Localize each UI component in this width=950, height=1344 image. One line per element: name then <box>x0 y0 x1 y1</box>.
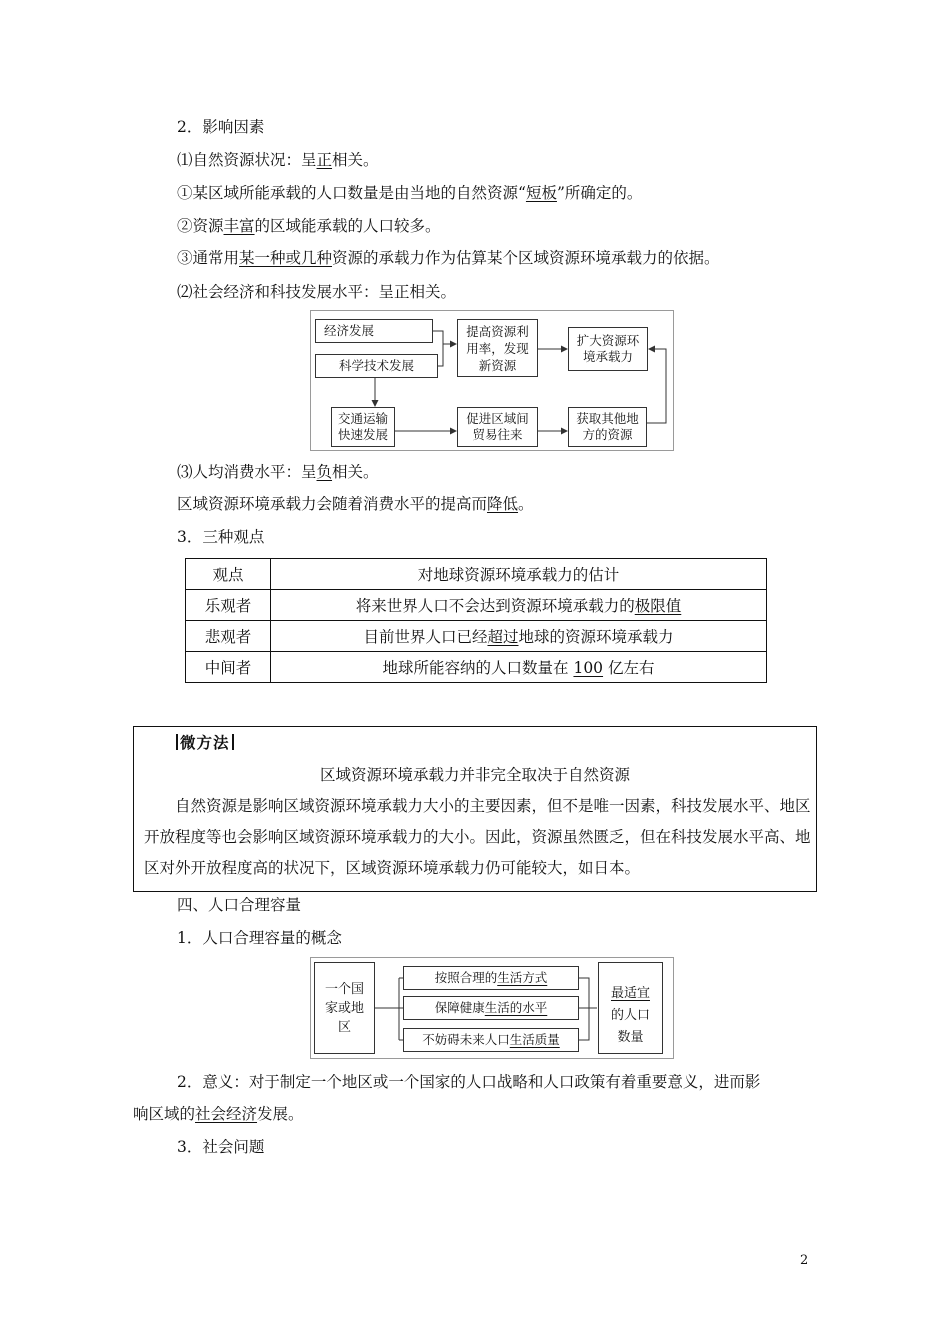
table-row <box>186 590 767 621</box>
significance-line-2: 响区域的社会经济发展。 <box>133 1105 304 1123</box>
economy-tech-line: ⑵社会经济和科技发展水平：呈正相关。 <box>177 283 457 301</box>
improve-box: 提高资源利用率，发现新资源 <box>457 319 538 377</box>
tech-box: 科学技术发展 <box>315 354 438 378</box>
view-cell: 乐观者 <box>186 590 271 621</box>
method-body: 自然资源是影响区域资源环境承载力大小的主要因素，但不是唯一因素，科技发展水平、地区开放程度等也会影响区域资源环境承载力的大小。因此，资源虽然匮乏，但在科技发展水平高、地区对外开放程度高的状况下，区域资源环境承载力仍可能较大，如日本。 <box>144 797 811 877</box>
future-quality-box: 不妨碍未来人口 生活质量 <box>403 1028 579 1052</box>
country-region-box: 一个国家或地区 <box>314 962 375 1054</box>
heading-three-views: 3．三种观点 <box>177 528 265 546</box>
social-issues-heading: 3．社会问题 <box>177 1138 265 1156</box>
carrying-capacity-diagram <box>310 310 674 451</box>
method-title: 区域资源环境承载力并非完全取决于自然资源 <box>319 766 630 784</box>
table-header: 对地球资源环境承载力的估计 <box>271 559 767 590</box>
optimal-population-box: 最适宜的人口数量 <box>598 962 663 1054</box>
micro-method-box <box>133 726 817 892</box>
estimate-cell: 将来世界人口不会达到资源环境承载力的极限值 <box>271 590 767 621</box>
rich-resource-line: ②资源丰富的区域能承载的人口较多。 <box>177 217 441 235</box>
transport-box: 交通运输快速发展 <box>331 407 395 447</box>
table-header: 观点 <box>186 559 271 590</box>
page-number: 2 <box>800 1253 809 1268</box>
concept-heading: 1．人口合理容量的概念 <box>177 929 342 947</box>
view-cell: 中间者 <box>186 652 271 683</box>
table-row <box>186 652 767 683</box>
reasonable-capacity-diagram <box>310 957 674 1059</box>
estimate-cell: 地球所能容纳的人口数量在 100 亿左右 <box>271 652 767 683</box>
obtain-box: 获取其他地方的资源 <box>568 407 647 447</box>
estimate-cell: 目前世界人口已经超过地球的资源环境承载力 <box>271 621 767 652</box>
consumption-effect-line: 区域资源环境承载力会随着消费水平的提高而降低。 <box>177 495 534 513</box>
table-row <box>186 621 767 652</box>
method-tag: 微方法 <box>174 731 236 753</box>
views-table <box>185 558 767 683</box>
significance-line-1: 2．意义：对于制定一个地区或一个国家的人口战略和人口政策有着重要意义，进而影 <box>177 1073 761 1091</box>
short-board-line: ①某区域所能承载的人口数量是由当地的自然资源“短板”所确定的。 <box>177 184 643 202</box>
view-cell: 悲观者 <box>186 621 271 652</box>
heading-reasonable-capacity: 四、人口合理容量 <box>177 896 302 914</box>
trade-box: 促进区域间贸易往来 <box>457 407 538 447</box>
expand-box: 扩大资源环境承载力 <box>568 327 648 371</box>
economy-box: 经济发展 <box>315 319 433 343</box>
health-box: 保障健康 生活的水平 <box>403 996 579 1020</box>
heading-influence-factors: 2．影响因素 <box>177 118 265 136</box>
estimate-basis-line: ③通常用某一种或几种资源的承载力作为估算某个区域资源环境承载力的依据。 <box>177 249 720 267</box>
natural-resource-line: ⑴自然资源状况：呈正相关。 <box>177 151 379 169</box>
consumption-line: ⑶人均消费水平：呈负相关。 <box>177 463 379 481</box>
lifestyle-box: 按照合理的 生活方式 <box>403 966 579 990</box>
table-header-row <box>186 559 767 590</box>
